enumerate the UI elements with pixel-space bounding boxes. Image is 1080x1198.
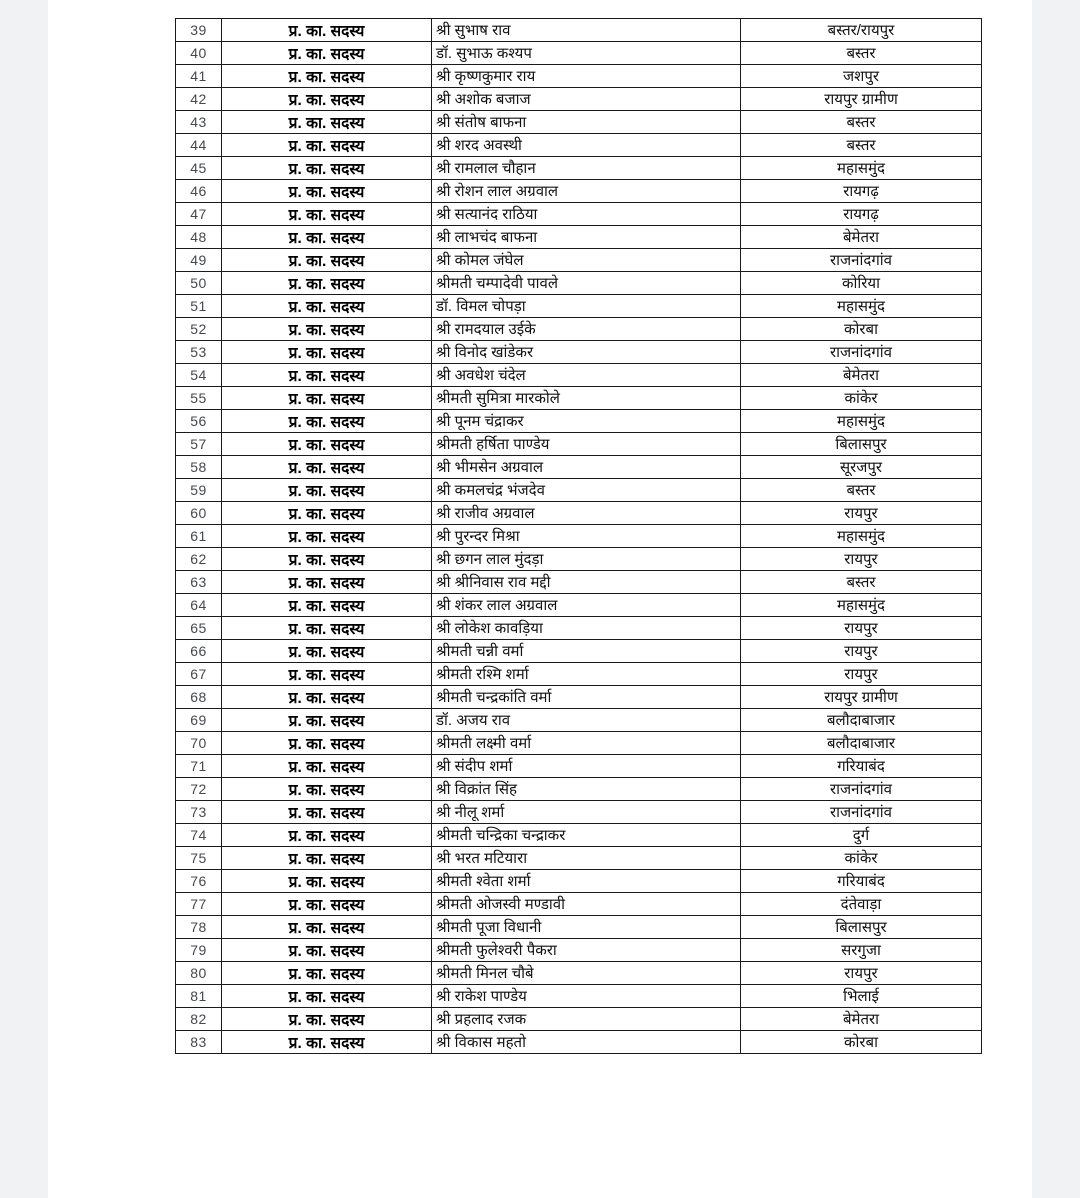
name-cell: श्री राकेश पाण्डेय [432, 985, 741, 1008]
post-cell: प्र. का. सदस्य [222, 778, 432, 801]
serial-number-cell: 79 [176, 939, 222, 962]
table-row [176, 663, 982, 686]
post-cell: प्र. का. सदस्य [222, 65, 432, 88]
name-cell: श्री कोमल जंघेल [432, 249, 741, 272]
post-cell: प्र. का. सदस्य [222, 364, 432, 387]
name-cell: श्री सुभाष राव [432, 19, 741, 42]
name-cell: श्री रामदयाल उईके [432, 318, 741, 341]
post-cell: प्र. का. सदस्य [222, 479, 432, 502]
serial-number-cell: 68 [176, 686, 222, 709]
post-cell: प्र. का. सदस्य [222, 847, 432, 870]
post-cell: प्र. का. सदस्य [222, 962, 432, 985]
post-cell: प्र. का. सदस्य [222, 916, 432, 939]
post-cell: प्र. का. सदस्य [222, 1008, 432, 1031]
serial-number-cell: 56 [176, 410, 222, 433]
serial-number-cell: 53 [176, 341, 222, 364]
serial-number-cell: 72 [176, 778, 222, 801]
district-cell: सरगुजा [741, 939, 982, 962]
serial-number-cell: 61 [176, 525, 222, 548]
serial-number-cell: 66 [176, 640, 222, 663]
table-row [176, 870, 982, 893]
table-row [176, 824, 982, 847]
district-cell: कांकेर [741, 387, 982, 410]
serial-number-cell: 76 [176, 870, 222, 893]
name-cell: श्रीमती चन्नी वर्मा [432, 640, 741, 663]
name-cell: श्री छगन लाल मुंदड़ा [432, 548, 741, 571]
district-cell: महासमुंद [741, 525, 982, 548]
name-cell: श्रीमती हर्षिता पाण्डेय [432, 433, 741, 456]
district-cell: दंतेवाड़ा [741, 893, 982, 916]
post-cell: प्र. का. सदस्य [222, 88, 432, 111]
table-row [176, 180, 982, 203]
district-cell: महासमुंद [741, 157, 982, 180]
serial-number-cell: 43 [176, 111, 222, 134]
district-cell: रायगढ़ [741, 180, 982, 203]
serial-number-cell: 44 [176, 134, 222, 157]
serial-number-cell: 69 [176, 709, 222, 732]
post-cell: प्र. का. सदस्य [222, 755, 432, 778]
serial-number-cell: 42 [176, 88, 222, 111]
table-row [176, 939, 982, 962]
name-cell: श्री अशोक बजाज [432, 88, 741, 111]
name-cell: श्री राजीव अग्रवाल [432, 502, 741, 525]
district-cell: बस्तर [741, 111, 982, 134]
members-table-body [176, 19, 982, 1054]
post-cell: प्र. का. सदस्य [222, 617, 432, 640]
serial-number-cell: 70 [176, 732, 222, 755]
name-cell: श्री विक्रांत सिंह [432, 778, 741, 801]
post-cell: प्र. का. सदस्य [222, 686, 432, 709]
district-cell: रायपुर ग्रामीण [741, 686, 982, 709]
name-cell: श्रीमती चन्द्रकांति वर्मा [432, 686, 741, 709]
district-cell: रायपुर [741, 548, 982, 571]
post-cell: प्र. का. सदस्य [222, 180, 432, 203]
serial-number-cell: 62 [176, 548, 222, 571]
serial-number-cell: 63 [176, 571, 222, 594]
name-cell: श्रीमती लक्ष्मी वर्मा [432, 732, 741, 755]
post-cell: प्र. का. सदस्य [222, 502, 432, 525]
district-cell: बिलासपुर [741, 433, 982, 456]
table-row [176, 893, 982, 916]
table-row [176, 111, 982, 134]
name-cell: श्री विकास महतो [432, 1031, 741, 1054]
district-cell: बस्तर [741, 42, 982, 65]
table-row [176, 985, 982, 1008]
serial-number-cell: 74 [176, 824, 222, 847]
name-cell: श्री सत्यानंद राठिया [432, 203, 741, 226]
district-cell: बेमेतरा [741, 1008, 982, 1031]
post-cell: प्र. का. सदस्य [222, 134, 432, 157]
district-cell: कांकेर [741, 847, 982, 870]
district-cell: बेमेतरा [741, 226, 982, 249]
table-row [176, 19, 982, 42]
post-cell: प्र. का. सदस्य [222, 203, 432, 226]
table-row [176, 433, 982, 456]
district-cell: महासमुंद [741, 295, 982, 318]
serial-number-cell: 48 [176, 226, 222, 249]
table-row [176, 387, 982, 410]
district-cell: महासमुंद [741, 410, 982, 433]
name-cell: डॉ. विमल चोपड़ा [432, 295, 741, 318]
district-cell: राजनांदगांव [741, 801, 982, 824]
post-cell: प्र. का. सदस्य [222, 111, 432, 134]
table-row [176, 525, 982, 548]
name-cell: श्रीमती पूजा विधानी [432, 916, 741, 939]
table-row [176, 732, 982, 755]
post-cell: प्र. का. सदस्य [222, 42, 432, 65]
post-cell: प्र. का. सदस्य [222, 525, 432, 548]
district-cell: दुर्ग [741, 824, 982, 847]
post-cell: प्र. का. सदस्य [222, 824, 432, 847]
document-page [48, 0, 1032, 1198]
serial-number-cell: 78 [176, 916, 222, 939]
district-cell: गरियाबंद [741, 755, 982, 778]
table-row [176, 594, 982, 617]
table-row [176, 1031, 982, 1054]
name-cell: श्रीमती सुमित्रा मारकोले [432, 387, 741, 410]
post-cell: प्र. का. सदस्य [222, 801, 432, 824]
post-cell: प्र. का. सदस्य [222, 318, 432, 341]
serial-number-cell: 82 [176, 1008, 222, 1031]
table-row [176, 778, 982, 801]
table-row [176, 755, 982, 778]
name-cell: श्री अवधेश चंदेल [432, 364, 741, 387]
post-cell: प्र. का. सदस्य [222, 295, 432, 318]
table-row [176, 847, 982, 870]
district-cell: कोरिया [741, 272, 982, 295]
name-cell: श्री शंकर लाल अग्रवाल [432, 594, 741, 617]
serial-number-cell: 57 [176, 433, 222, 456]
serial-number-cell: 59 [176, 479, 222, 502]
post-cell: प्र. का. सदस्य [222, 456, 432, 479]
serial-number-cell: 75 [176, 847, 222, 870]
table-row [176, 410, 982, 433]
district-cell: बस्तर/रायपुर [741, 19, 982, 42]
table-row [176, 42, 982, 65]
district-cell: बलौदाबाजार [741, 709, 982, 732]
name-cell: श्री रोशन लाल अग्रवाल [432, 180, 741, 203]
serial-number-cell: 83 [176, 1031, 222, 1054]
post-cell: प्र. का. सदस्य [222, 387, 432, 410]
post-cell: प्र. का. सदस्य [222, 341, 432, 364]
table-row [176, 249, 982, 272]
district-cell: बिलासपुर [741, 916, 982, 939]
post-cell: प्र. का. सदस्य [222, 249, 432, 272]
name-cell: श्री कृष्णकुमार राय [432, 65, 741, 88]
post-cell: प्र. का. सदस्य [222, 226, 432, 249]
district-cell: रायपुर [741, 663, 982, 686]
name-cell: श्रीमती रश्मि शर्मा [432, 663, 741, 686]
name-cell: श्री लोकेश कावड़िया [432, 617, 741, 640]
post-cell: प्र. का. सदस्य [222, 663, 432, 686]
post-cell: प्र. का. सदस्य [222, 709, 432, 732]
district-cell: बलौदाबाजार [741, 732, 982, 755]
district-cell: राजनांदगांव [741, 341, 982, 364]
district-cell: रायपुर [741, 962, 982, 985]
table-row [176, 272, 982, 295]
district-cell: राजनांदगांव [741, 778, 982, 801]
name-cell: श्रीमती ओजस्वी मण्डावी [432, 893, 741, 916]
post-cell: प्र. का. सदस्य [222, 594, 432, 617]
serial-number-cell: 41 [176, 65, 222, 88]
name-cell: श्री प्रहलाद रजक [432, 1008, 741, 1031]
members-table [175, 18, 982, 1054]
table-row [176, 801, 982, 824]
table-row [176, 1008, 982, 1031]
serial-number-cell: 64 [176, 594, 222, 617]
name-cell: श्री पुरन्दर मिश्रा [432, 525, 741, 548]
name-cell: श्री भरत मटियारा [432, 847, 741, 870]
district-cell: कोरबा [741, 1031, 982, 1054]
district-cell: रायगढ़ [741, 203, 982, 226]
post-cell: प्र. का. सदस्य [222, 571, 432, 594]
serial-number-cell: 51 [176, 295, 222, 318]
post-cell: प्र. का. सदस्य [222, 893, 432, 916]
serial-number-cell: 71 [176, 755, 222, 778]
district-cell: रायपुर [741, 502, 982, 525]
name-cell: श्री नीलू शर्मा [432, 801, 741, 824]
serial-number-cell: 81 [176, 985, 222, 1008]
district-cell: सूरजपुर [741, 456, 982, 479]
name-cell: श्री कमलचंद्र भंजदेव [432, 479, 741, 502]
serial-number-cell: 39 [176, 19, 222, 42]
name-cell: डॉ. अजय राव [432, 709, 741, 732]
post-cell: प्र. का. सदस्य [222, 548, 432, 571]
serial-number-cell: 40 [176, 42, 222, 65]
serial-number-cell: 60 [176, 502, 222, 525]
table-row [176, 617, 982, 640]
post-cell: प्र. का. सदस्य [222, 272, 432, 295]
name-cell: डॉ. सुभाऊ कश्यप [432, 42, 741, 65]
name-cell: श्री रामलाल चौहान [432, 157, 741, 180]
post-cell: प्र. का. सदस्य [222, 1031, 432, 1054]
name-cell: श्री श्रीनिवास राव मद्दी [432, 571, 741, 594]
post-cell: प्र. का. सदस्य [222, 433, 432, 456]
name-cell: श्रीमती श्वेता शर्मा [432, 870, 741, 893]
table-row [176, 456, 982, 479]
post-cell: प्र. का. सदस्य [222, 939, 432, 962]
post-cell: प्र. का. सदस्य [222, 732, 432, 755]
name-cell: श्री संतोष बाफना [432, 111, 741, 134]
table-row [176, 318, 982, 341]
serial-number-cell: 49 [176, 249, 222, 272]
serial-number-cell: 67 [176, 663, 222, 686]
district-cell: रायपुर [741, 617, 982, 640]
serial-number-cell: 54 [176, 364, 222, 387]
post-cell: प्र. का. सदस्य [222, 410, 432, 433]
district-cell: महासमुंद [741, 594, 982, 617]
table-row [176, 709, 982, 732]
district-cell: बस्तर [741, 571, 982, 594]
table-row [176, 203, 982, 226]
name-cell: श्री भीमसेन अग्रवाल [432, 456, 741, 479]
serial-number-cell: 80 [176, 962, 222, 985]
name-cell: श्री पूनम चंद्राकर [432, 410, 741, 433]
table-row [176, 916, 982, 939]
post-cell: प्र. का. सदस्य [222, 157, 432, 180]
name-cell: श्रीमती मिनल चौबे [432, 962, 741, 985]
table-row [176, 157, 982, 180]
table-row [176, 295, 982, 318]
post-cell: प्र. का. सदस्य [222, 19, 432, 42]
district-cell: बस्तर [741, 479, 982, 502]
serial-number-cell: 77 [176, 893, 222, 916]
district-cell: जशपुर [741, 65, 982, 88]
district-cell: रायपुर [741, 640, 982, 663]
serial-number-cell: 52 [176, 318, 222, 341]
table-row [176, 548, 982, 571]
district-cell: कोरबा [741, 318, 982, 341]
name-cell: श्री लाभचंद बाफना [432, 226, 741, 249]
serial-number-cell: 45 [176, 157, 222, 180]
serial-number-cell: 47 [176, 203, 222, 226]
table-row [176, 686, 982, 709]
name-cell: श्रीमती चन्द्रिका चन्द्राकर [432, 824, 741, 847]
serial-number-cell: 50 [176, 272, 222, 295]
table-row [176, 65, 982, 88]
district-cell: बेमेतरा [741, 364, 982, 387]
name-cell: श्री संदीप शर्मा [432, 755, 741, 778]
district-cell: राजनांदगांव [741, 249, 982, 272]
table-row [176, 962, 982, 985]
serial-number-cell: 55 [176, 387, 222, 410]
post-cell: प्र. का. सदस्य [222, 640, 432, 663]
serial-number-cell: 65 [176, 617, 222, 640]
table-row [176, 479, 982, 502]
table-row [176, 226, 982, 249]
district-cell: बस्तर [741, 134, 982, 157]
table-row [176, 640, 982, 663]
post-cell: प्र. का. सदस्य [222, 870, 432, 893]
table-row [176, 88, 982, 111]
post-cell: प्र. का. सदस्य [222, 985, 432, 1008]
table-row [176, 341, 982, 364]
name-cell: श्रीमती चम्पादेवी पावले [432, 272, 741, 295]
serial-number-cell: 58 [176, 456, 222, 479]
district-cell: गरियाबंद [741, 870, 982, 893]
table-row [176, 364, 982, 387]
table-row [176, 571, 982, 594]
district-cell: रायपुर ग्रामीण [741, 88, 982, 111]
table-row [176, 134, 982, 157]
serial-number-cell: 46 [176, 180, 222, 203]
serial-number-cell: 73 [176, 801, 222, 824]
name-cell: श्रीमती फुलेश्वरी पैकरा [432, 939, 741, 962]
district-cell: भिलाई [741, 985, 982, 1008]
name-cell: श्री शरद अवस्थी [432, 134, 741, 157]
table-row [176, 502, 982, 525]
name-cell: श्री विनोद खांडेकर [432, 341, 741, 364]
